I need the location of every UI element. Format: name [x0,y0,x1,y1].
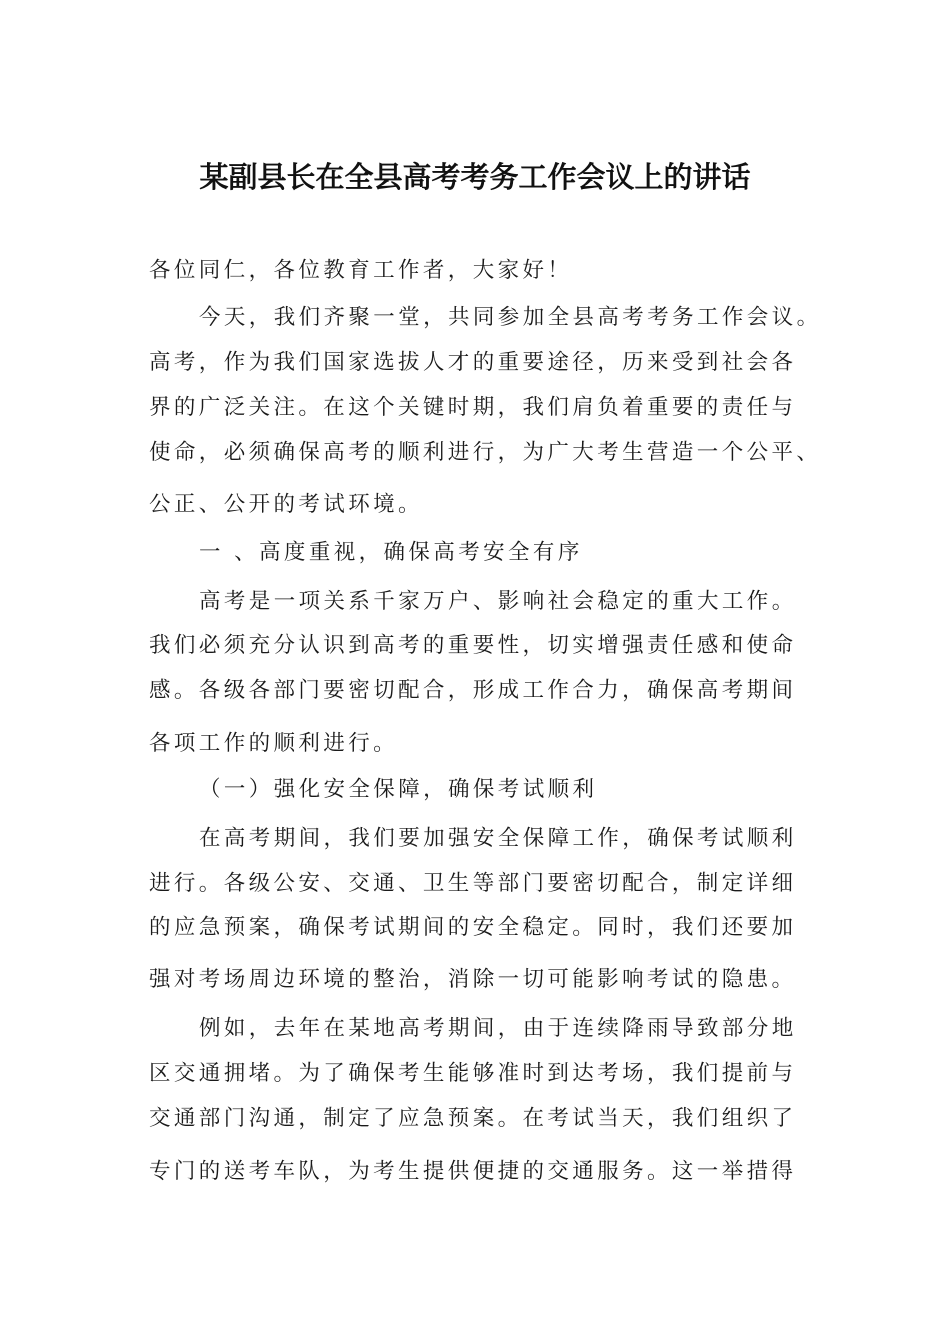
greeting-line: 各位同仁，各位教育工作者，大家好！ [149,258,573,283]
paragraph-line: 例如，去年在某地高考期间，由于连续降雨导致部分地 [199,1016,797,1041]
paragraph-line: 今天，我们齐聚一堂，共同参加全县高考考务工作会议。 [199,305,822,330]
paragraph-line: 公正、公开的考试环境。 [149,492,423,517]
paragraph-line: 各项工作的顺利进行。 [149,731,399,756]
subsection-heading: （一）强化安全保障，确保考试顺利 [199,777,598,802]
paragraph-line: 我们必须充分认识到高考的重要性，切实增强责任感和使命 [149,633,797,658]
paragraph-line: 交通部门沟通，制定了应急预案。在考试当天，我们组织了 [149,1106,797,1131]
paragraph-line: 强对考场周边环境的整治，消除一切可能影响考试的隐患。 [149,967,797,992]
paragraph-line: 在高考期间，我们要加强安全保障工作，确保考试顺利 [199,826,797,851]
paragraph-line: 的应急预案，确保考试期间的安全稳定。同时，我们还要加 [149,915,797,940]
paragraph-line: 进行。各级公安、交通、卫生等部门要密切配合，制定详细 [149,871,797,896]
section-heading: 一 、高度重视，确保高考安全有序 [199,540,583,565]
paragraph-line: 感。各级各部门要密切配合，形成工作合力，确保高考期间 [149,678,797,703]
paragraph-line: 专门的送考车队，为考生提供便捷的交通服务。这一举措得 [149,1159,797,1184]
paragraph-line: 区交通拥堵。为了确保考生能够准时到达考场，我们提前与 [149,1061,797,1086]
paragraph-line: 高考是一项关系千家万户、影响社会稳定的重大工作。 [199,589,797,614]
paragraph-line: 使命，必须确保高考的顺利进行，为广大考生营造一个公平、 [149,440,822,465]
paragraph-line: 界的广泛关注。在这个关键时期，我们肩负着重要的责任与 [149,395,797,420]
paragraph-line: 高考，作为我们国家选拔人才的重要途径，历来受到社会各 [149,350,797,375]
document-title: 某副县长在全县高考考务工作会议上的讲话 [199,160,751,194]
